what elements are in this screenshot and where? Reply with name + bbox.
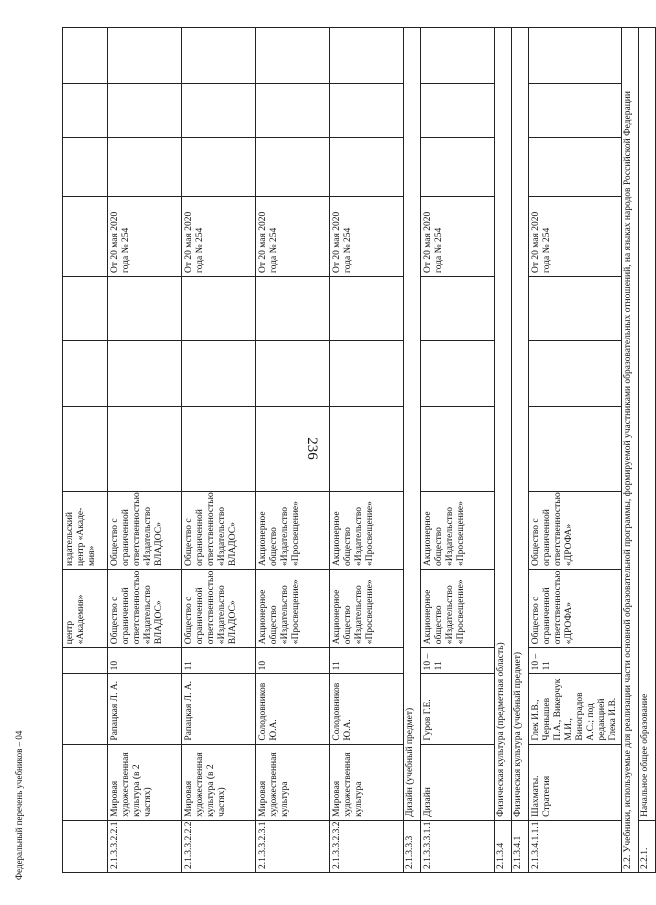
cell-empty — [256, 276, 330, 340]
cell-empty — [182, 341, 256, 407]
cell-empty — [182, 84, 256, 138]
cell-empty — [63, 407, 108, 491]
cell-order: От 20 мая 2020 года № 254 — [529, 196, 622, 276]
cell-authors: Рапацкая Л. А. — [182, 674, 256, 744]
cell-empty — [529, 276, 622, 340]
cell-authors: Глек И.В., Чернышев П.А., Викерчук М.И., Виноградов А.С.; под редакцией Глека И.В. — [529, 674, 622, 744]
page-number: 236 — [303, 437, 320, 460]
cell-code: 2.2.1. — [639, 820, 656, 872]
table-row — [108, 28, 182, 873]
cell-code: 2.1.3.3.2.2.2 — [182, 820, 256, 872]
cell-publisher2: Акционерное общество «Издательство «Просвещение» — [330, 491, 404, 569]
cell-empty — [182, 407, 256, 491]
cell-grade: 10 — [108, 648, 182, 674]
cell-empty — [108, 84, 182, 138]
cell-code: 2.1.3.3.3.1.1 — [421, 820, 495, 872]
cell-empty — [63, 138, 108, 196]
cell-grade — [63, 648, 108, 674]
section-row — [512, 28, 529, 873]
cell-title: Мировая художественная культура (в 2 частях) — [182, 744, 256, 820]
cell-publisher2: Общество с ограниченной ответственностью «Издательство ВЛАДОС» — [108, 491, 182, 569]
cell-grade: 11 — [330, 648, 404, 674]
section-row — [622, 28, 639, 873]
cell-empty — [63, 276, 108, 340]
cell-grade: 11 — [182, 648, 256, 674]
rotated-table-container — [62, 27, 650, 873]
cell-publisher: Акционерное общество «Издательство «Просвещение» — [330, 569, 404, 647]
cell-empty — [421, 276, 495, 340]
section-row — [639, 28, 656, 873]
cell-empty — [256, 138, 330, 196]
section-label: Дизайн (учебный предмет) — [404, 28, 421, 821]
cell-code — [63, 820, 108, 872]
cell-empty — [108, 341, 182, 407]
cell-authors: Рапацкая Л. А. — [108, 674, 182, 744]
section-label: Физическая культура (учебный предмет) — [512, 28, 529, 821]
cell-publisher: Акционерное общество «Издательство «Просвещение» — [421, 569, 495, 647]
cell-publisher2: Общество с ограниченной ответственностью «Издательство ВЛАДОС» — [182, 491, 256, 569]
cell-order: От 20 мая 2020 года № 254 — [421, 196, 495, 276]
cell-publisher: центр «Академия» — [63, 569, 108, 647]
cell-empty — [182, 28, 256, 84]
cell-authors: Солодовников Ю.А. — [256, 674, 330, 744]
cell-publisher2: Акционерное общество «Издательство «Просвещение» — [421, 491, 495, 569]
cell-empty — [256, 341, 330, 407]
cell-code: 2.1.3.4 — [495, 820, 512, 872]
cell-empty — [256, 28, 330, 84]
table-row — [330, 28, 404, 873]
section-label: Начальное общее образование — [639, 28, 656, 821]
cell-empty — [108, 28, 182, 84]
textbook-table — [62, 27, 656, 873]
table-row — [182, 28, 256, 873]
cell-grade: 10 — [256, 648, 330, 674]
table-row — [421, 28, 495, 873]
cell-empty — [421, 84, 495, 138]
cell-grade: 10 – 11 — [421, 648, 495, 674]
cell-publisher2: Общество с ограниченной ответственностью «ДРОФА» — [529, 491, 622, 569]
cell-publisher2: издательский центр «Акаде-мия» — [63, 491, 108, 569]
cell-publisher: Акционерное общество «Издательство «Просвещение» — [256, 569, 330, 647]
cell-empty — [421, 138, 495, 196]
cell-publisher2: Акционерное общество «Издательство «Просвещение» — [256, 491, 330, 569]
cell-code: 2.1.3.3.2.3.1 — [256, 820, 330, 872]
table-row-header — [63, 28, 108, 873]
cell-title — [63, 744, 108, 820]
section-label — [622, 28, 639, 873]
cell-empty — [330, 138, 404, 196]
cell-empty — [63, 84, 108, 138]
cell-publisher: Общество с ограниченной ответственностью «Издательство ВЛАДОС» — [108, 569, 182, 647]
cell-empty — [330, 84, 404, 138]
cell-empty — [63, 28, 108, 84]
cell-empty — [63, 341, 108, 407]
cell-title: Мировая художественная культура — [256, 744, 330, 820]
cell-empty — [529, 407, 622, 491]
cell-empty — [330, 407, 404, 491]
cell-empty — [182, 138, 256, 196]
cell-order: От 20 мая 2020 года № 254 — [182, 196, 256, 276]
cell-code: 2.1.3.3.3 — [404, 820, 421, 872]
cell-order: От 20 мая 2020 года № 254 — [330, 196, 404, 276]
cell-empty — [421, 341, 495, 407]
cell-title: Дизайн — [421, 744, 495, 820]
table-row — [256, 28, 330, 873]
cell-grade: 10 – 11 — [529, 648, 622, 674]
cell-publisher: Общество с ограниченной ответственностью «ДРОФА» — [529, 569, 622, 647]
cell-publisher: Общество с ограниченной ответственностью «Издательство ВЛАДОС» — [182, 569, 256, 647]
footer-text: Федеральный перечень учебников – 04 — [14, 730, 24, 880]
section-label: Физическая культура (предметная область) — [495, 28, 512, 821]
cell-title: Мировая художественная культура (в 2 частях) — [108, 744, 182, 820]
section-text: Учебники, используемые для реализации части основной образовательной программы, формируемой участниками образовательных отношений, на языках народов Российской Федерации — [623, 91, 633, 853]
cell-title: Шахматы. Стратегия — [529, 744, 622, 820]
cell-empty — [421, 407, 495, 491]
section-row — [404, 28, 421, 873]
cell-empty — [182, 276, 256, 340]
cell-empty — [108, 407, 182, 491]
cell-authors — [63, 674, 108, 744]
cell-order: От 20 мая 2020 года № 254 — [108, 196, 182, 276]
cell-empty — [108, 138, 182, 196]
cell-code: 2.1.3.3.2.3.2 — [330, 820, 404, 872]
cell-empty — [330, 276, 404, 340]
cell-empty — [330, 28, 404, 84]
cell-authors: Гуров Г.Е. — [421, 674, 495, 744]
cell-empty — [330, 341, 404, 407]
cell-empty — [529, 84, 622, 138]
section-row — [495, 28, 512, 873]
footer-container — [14, 730, 24, 890]
cell-code: 2.1.3.3.2.2.1 — [108, 820, 182, 872]
section-code: 2.2. — [623, 854, 633, 869]
cell-order: От 20 мая 2020 года № 254 — [256, 196, 330, 276]
cell-empty — [63, 196, 108, 276]
cell-title: Мировая художественная культура — [330, 744, 404, 820]
table-row — [529, 28, 622, 873]
cell-empty — [256, 407, 330, 491]
cell-empty — [256, 84, 330, 138]
cell-empty — [529, 28, 622, 84]
cell-empty — [529, 341, 622, 407]
cell-authors: Солодовников Ю.А. — [330, 674, 404, 744]
cell-empty — [108, 276, 182, 340]
cell-empty — [529, 138, 622, 196]
cell-code: 2.1.3.4.1 — [512, 820, 529, 872]
cell-code: 2.1.3.4.1.1.1 — [529, 820, 622, 872]
cell-empty — [421, 28, 495, 84]
